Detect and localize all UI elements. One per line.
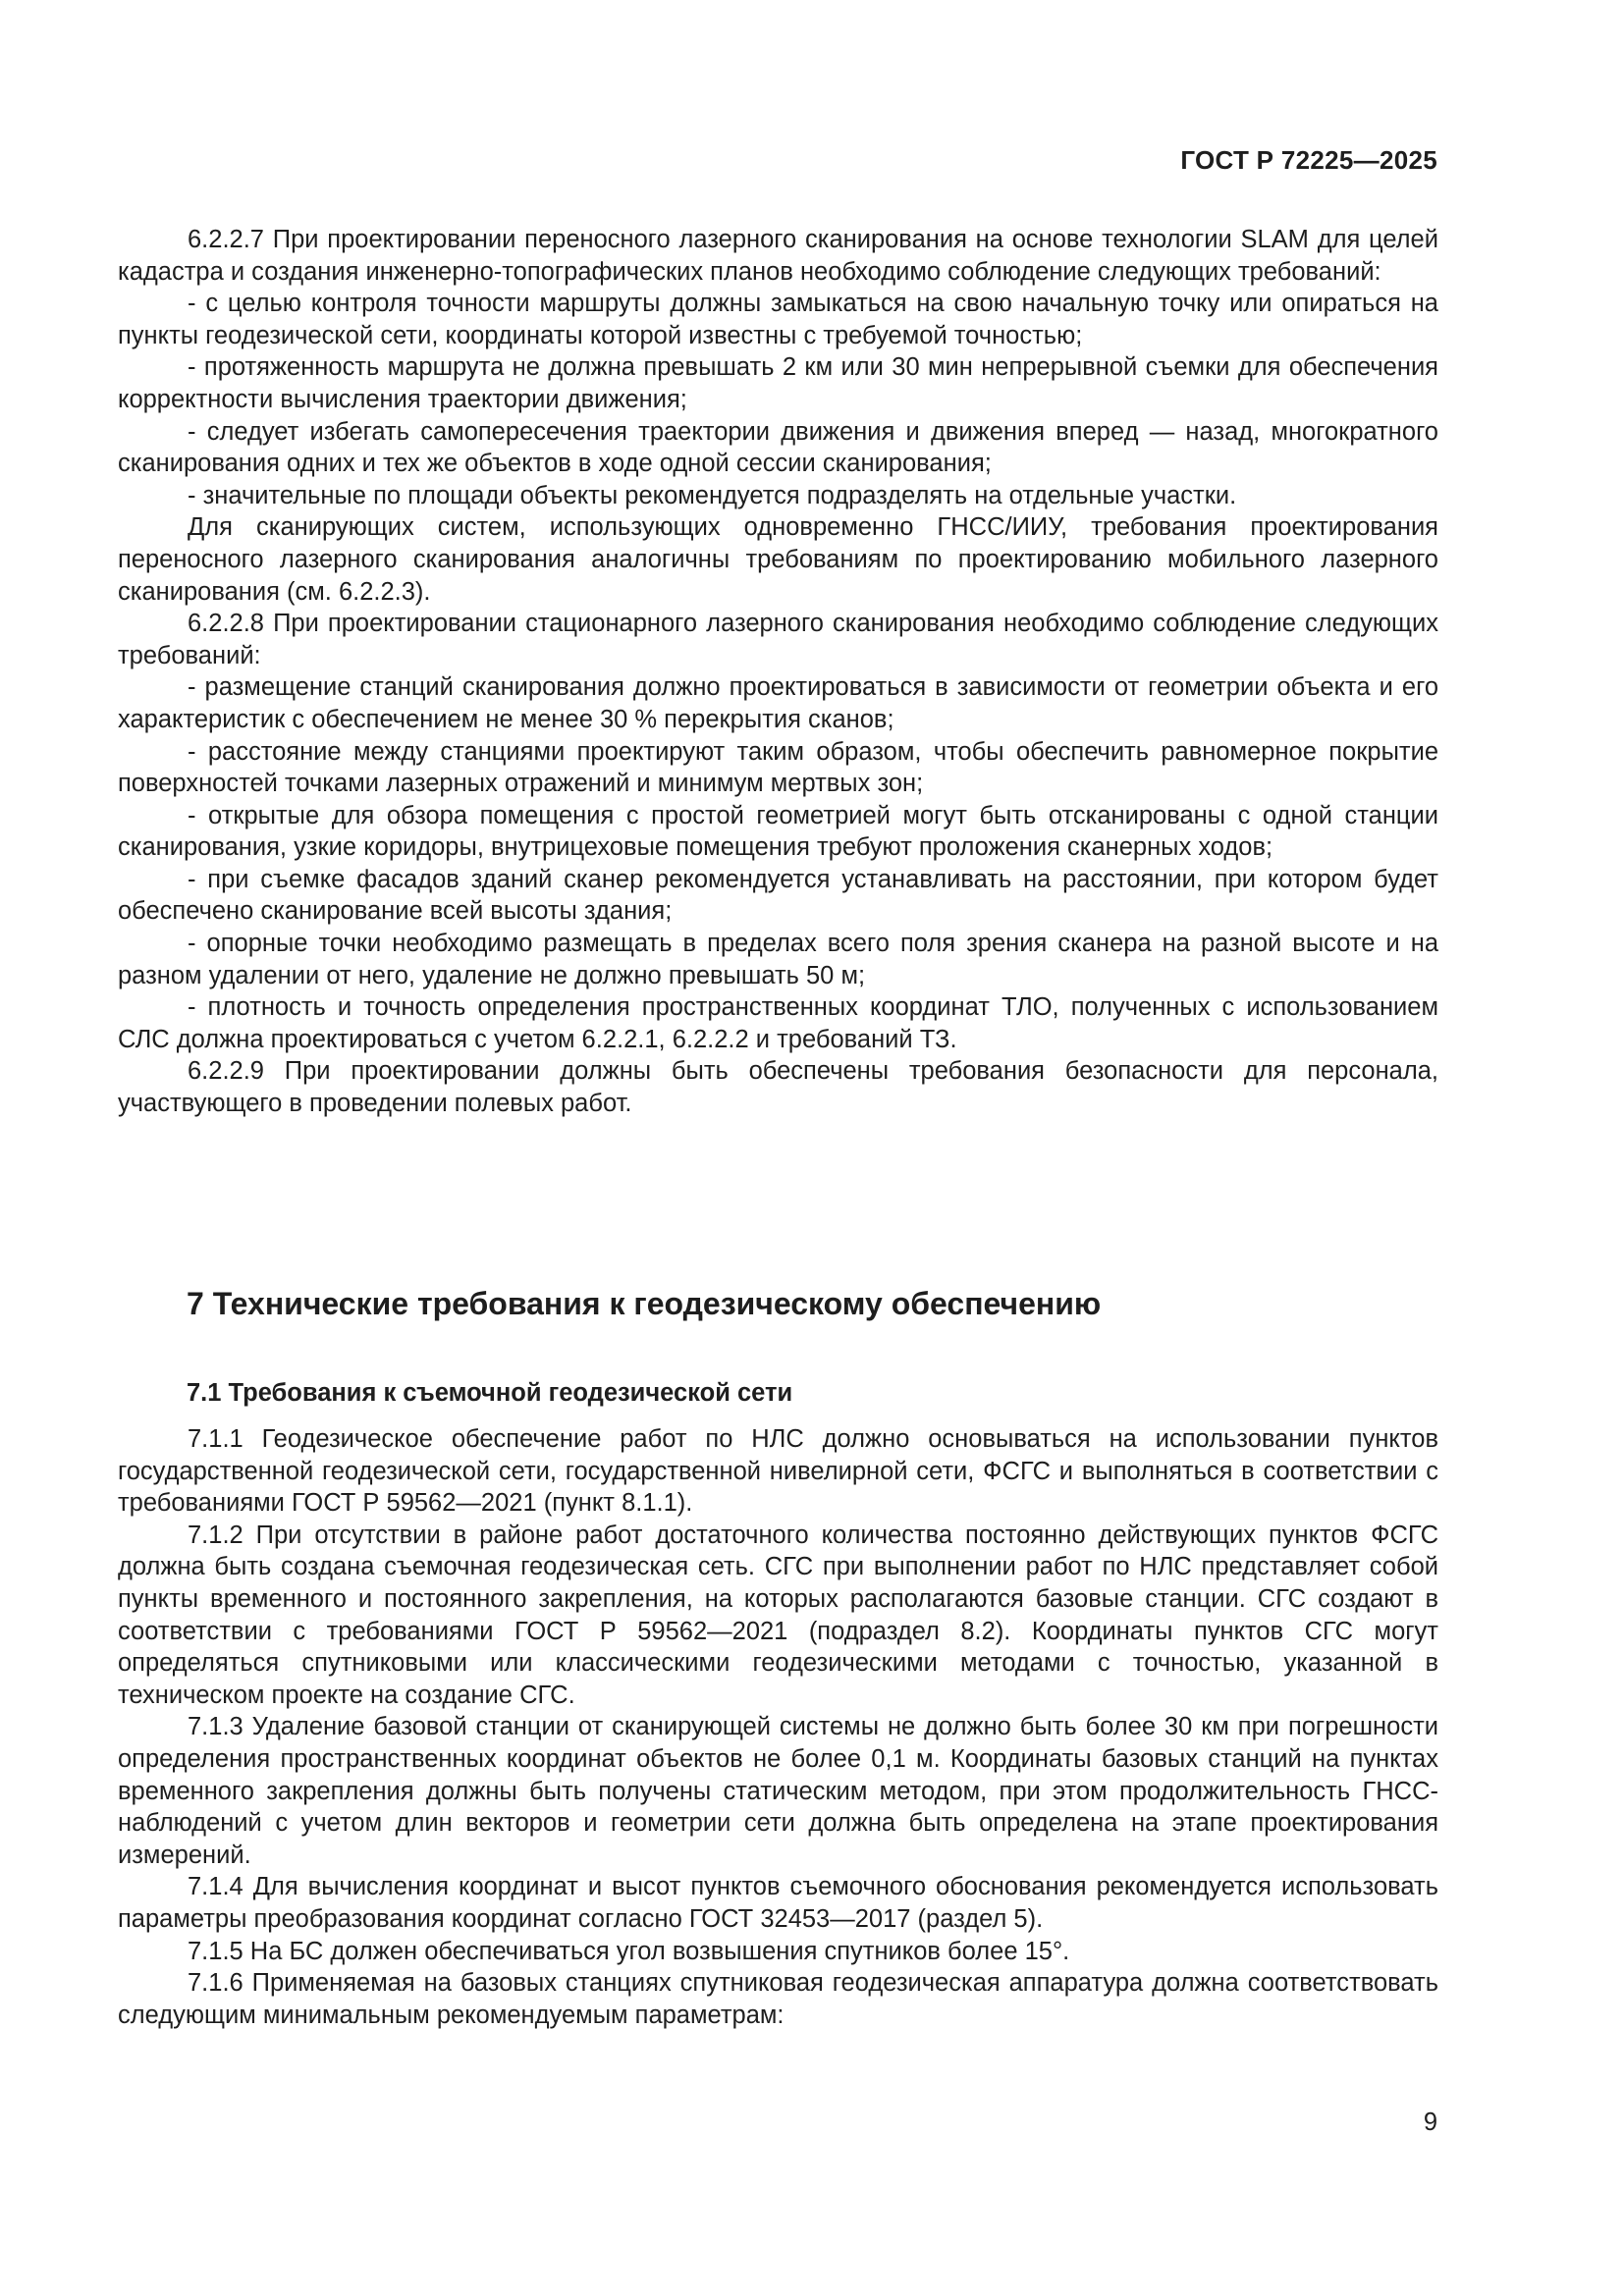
paragraph-7-1-5: 7.1.5 На БС должен обеспечиваться угол возвышения спутников более 15°. xyxy=(188,1937,1070,1965)
paragraph-7-1-2: 7.1.2 При отсутствии в районе работ достаточного количества постоянно действующих пунктов ФСГС должна быть создана съемочная геодезическая сеть. СГС при выполнении работ по НЛС представляет собой пункты временного и постоянного закрепления, на которых располагаются базовые станции. СГС создают в соответствии с требованиями ГОСТ Р 59562—2021 (подраздел 8.2). Координаты пунктов СГС могут определяться спутниковыми или классическими геодезическими методами с точностью, указанной в техническом проекте на создание СГС. xyxy=(118,1521,1438,1709)
section-7-1-content xyxy=(118,1423,1438,2031)
paragraph-gnss-scanning: Для сканирующих систем, использующих одновременно ГНСС/ИИУ, требования проектирования переносного лазерного сканирования аналогичны требованиям по проектированию мобильного лазерного сканирования (см. 6.2.2.3). xyxy=(118,513,1438,606)
list-item: - опорные точки необходимо размещать в пределах всего поля зрения сканера на разной высоте и на разном удалении от него, удаление не должно превышать 50 м; xyxy=(118,930,1438,989)
list-item: - при съемке фасадов зданий сканер рекомендуется устанавливать на расстоянии, при котором будет обеспечено сканирование всей высоты здания; xyxy=(118,865,1438,926)
list-item: - с целью контроля точности маршруты должны замыкаться на свою начальную точку или опираться на пункты геодезической сети, координаты которой известны с требуемой точностью; xyxy=(118,290,1438,349)
page-number: 9 xyxy=(1423,2109,1437,2136)
document-header-id: ГОСТ Р 72225—2025 xyxy=(1180,145,1437,175)
list-item: - следует избегать самопересечения траектории движения и движения вперед — назад, многократного сканирования одних и тех же объектов в ходе одной сессии сканирования; xyxy=(118,417,1438,478)
paragraph-7-1-6: 7.1.6 Применяемая на базовых станциях спутниковая геодезическая аппаратура должна соответствовать следующим минимальным рекомендуемым параметрам: xyxy=(118,1969,1438,2029)
paragraph-7-1-1: 7.1.1 Геодезическое обеспечение работ по НЛС должно основываться на использовании пунктов государственной геодезической сети, государственной нивелирной сети, ФСГС и выполняться в соответствии с требованиями ГОСТ Р 59562—2021 (пункт 8.1.1). xyxy=(118,1425,1438,1518)
paragraph-7-1-4: 7.1.4 Для вычисления координат и высот пунктов съемочного обоснования рекомендуется использовать параметры преобразования координат согласно ГОСТ 32453—2017 (раздел 5). xyxy=(118,1873,1438,1933)
paragraph-6-2-2-7: 6.2.2.7 При проектировании переносного лазерного сканирования на основе технологии SLAM для целей кадастра и создания инженерно-топографических планов необходимо соблюдение следующих требований: xyxy=(118,226,1438,286)
list-item: - значительные по площади объекты рекомендуется подразделять на отдельные участки. xyxy=(188,481,1237,509)
paragraph-7-1-3: 7.1.3 Удаление базовой станции от сканирующей системы не должно быть более 30 км при погрешности определения пространственных координат объектов не более 0,1 м. Координаты базовых станций на пунктах временного закрепления должны быть получены статическим методом, при этом продолжительность ГНСС-наблюдений с учетом длин векторов и геометрии сети должна быть определена на этапе проектирования измерений. xyxy=(118,1713,1438,1869)
list-item: - плотность и точность определения пространственных координат ТЛО, полученных с использованием СЛС должна проектироваться с учетом 6.2.2.1, 6.2.2.2 и требований ТЗ. xyxy=(118,993,1438,1053)
subsection-heading-7-1: 7.1 Требования к съемочной геодезической сети xyxy=(187,1379,793,1407)
paragraph-6-2-2-9: 6.2.2.9 При проектировании должны быть обеспечены требования безопасности для персонала, участвующего в проведении полевых работ. xyxy=(118,1057,1438,1118)
list-item: - размещение станций сканирования должно проектироваться в зависимости от геометрии объекта и его характеристик с обеспечением не менее 30 % перекрытия сканов; xyxy=(118,673,1438,733)
list-item: - открытые для обзора помещения с простой геометрией могут быть отсканированы с одной станции сканирования, узкие коридоры, внутрицеховые помещения требуют проложения сканерных ходов; xyxy=(118,801,1438,862)
section-6-2-2-content xyxy=(118,224,1438,1120)
paragraph-6-2-2-8: 6.2.2.8 При проектировании стационарного лазерного сканирования необходимо соблюдение следующих требований: xyxy=(118,610,1438,669)
list-item: - протяженность маршрута не должна превышать 2 км или 30 мин непрерывной съемки для обеспечения корректности вычисления траектории движения; xyxy=(118,353,1438,413)
list-item: - расстояние между станциями проектируют таким образом, чтобы обеспечить равномерное покрытие поверхностей точками лазерных отражений и минимум мертвых зон; xyxy=(118,737,1438,798)
section-heading-7: 7 Технические требования к геодезическому обеспечению xyxy=(187,1286,1102,1321)
